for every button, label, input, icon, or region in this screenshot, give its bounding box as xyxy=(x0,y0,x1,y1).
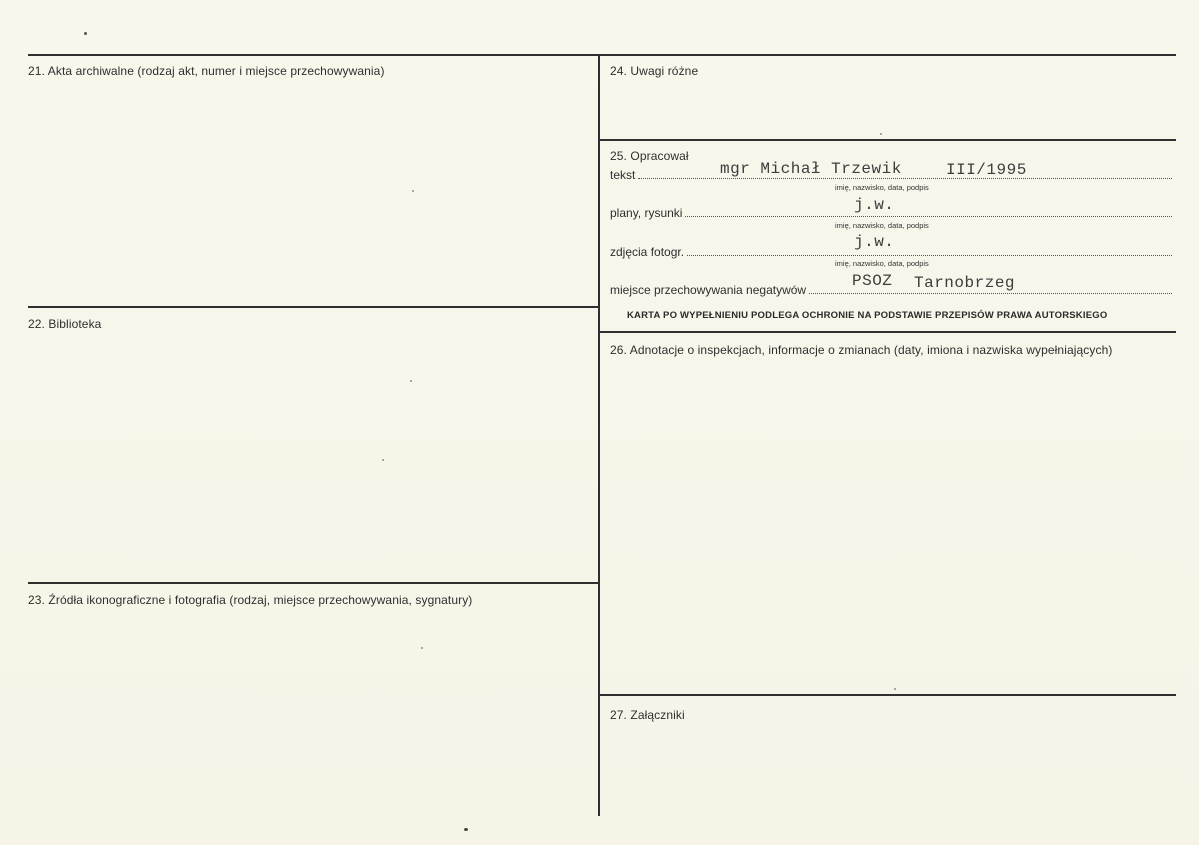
tekst-caption: imię, nazwisko, data, podpis xyxy=(835,183,929,192)
paper-speck xyxy=(421,647,423,649)
negatywy-dotted-line xyxy=(809,293,1172,294)
paper-speck xyxy=(410,380,412,382)
section-22-label: 22. Biblioteka xyxy=(28,317,102,331)
top-rule xyxy=(28,54,1176,56)
paper-speck xyxy=(382,459,384,461)
plany-dotted-line xyxy=(685,216,1172,217)
tekst-dotted-line xyxy=(638,178,1172,179)
paper-speck xyxy=(412,190,414,192)
plany-caption: imię, nazwisko, data, podpis xyxy=(835,221,929,230)
paper-speck xyxy=(464,828,468,831)
tekst-label: tekst xyxy=(610,168,636,182)
rule-below-26 xyxy=(599,694,1176,696)
section-21-label: 21. Akta archiwalne (rodzaj akt, numer i miejsce przechowywania) xyxy=(28,64,385,78)
negatywy-value-a: PSOZ xyxy=(852,272,893,290)
plany-label: plany, rysunki xyxy=(610,206,683,220)
zdjecia-caption: imię, nazwisko, data, podpis xyxy=(835,259,929,268)
negatywy-label: miejsce przechowywania negatywów xyxy=(610,283,807,297)
rule-below-21 xyxy=(28,306,600,308)
zdjecia-value: j.w. xyxy=(854,233,895,251)
section-24-label: 24. Uwagi różne xyxy=(610,64,699,78)
paper-speck xyxy=(894,688,896,690)
copyright-notice: KARTA PO WYPEŁNIENIU PODLEGA OCHRONIE NA PODSTAWIE PRZEPISÓW PRAWA AUTORSKIEGO xyxy=(627,310,1108,321)
section-25-label: 25. Opracował xyxy=(610,149,689,163)
section-26-label: 26. Adnotacje o inspekcjach, informacje o zmianach (daty, imiona i nazwiska wypełniających) xyxy=(610,343,1113,357)
zdjecia-dotted-line xyxy=(687,255,1172,256)
rule-below-24 xyxy=(599,139,1176,141)
paper-speck xyxy=(84,32,87,35)
zdjecia-label: zdjęcia fotogr. xyxy=(610,245,685,259)
section-23-label: 23. Źródła ikonograficzne i fotografia (rodzaj, miejsce przechowywania, sygnatury) xyxy=(28,593,473,607)
center-divider xyxy=(598,54,600,816)
section-27-label: 27. Załączniki xyxy=(610,708,685,722)
plany-value: j.w. xyxy=(854,196,895,214)
rule-below-22 xyxy=(28,582,600,584)
tekst-value-name: mgr Michał Trzewik xyxy=(720,160,902,178)
negatywy-value-b: Tarnobrzeg xyxy=(914,274,1016,292)
rule-below-25 xyxy=(599,331,1176,333)
paper-speck xyxy=(880,133,882,135)
tekst-value-date: III/1995 xyxy=(946,161,1027,179)
